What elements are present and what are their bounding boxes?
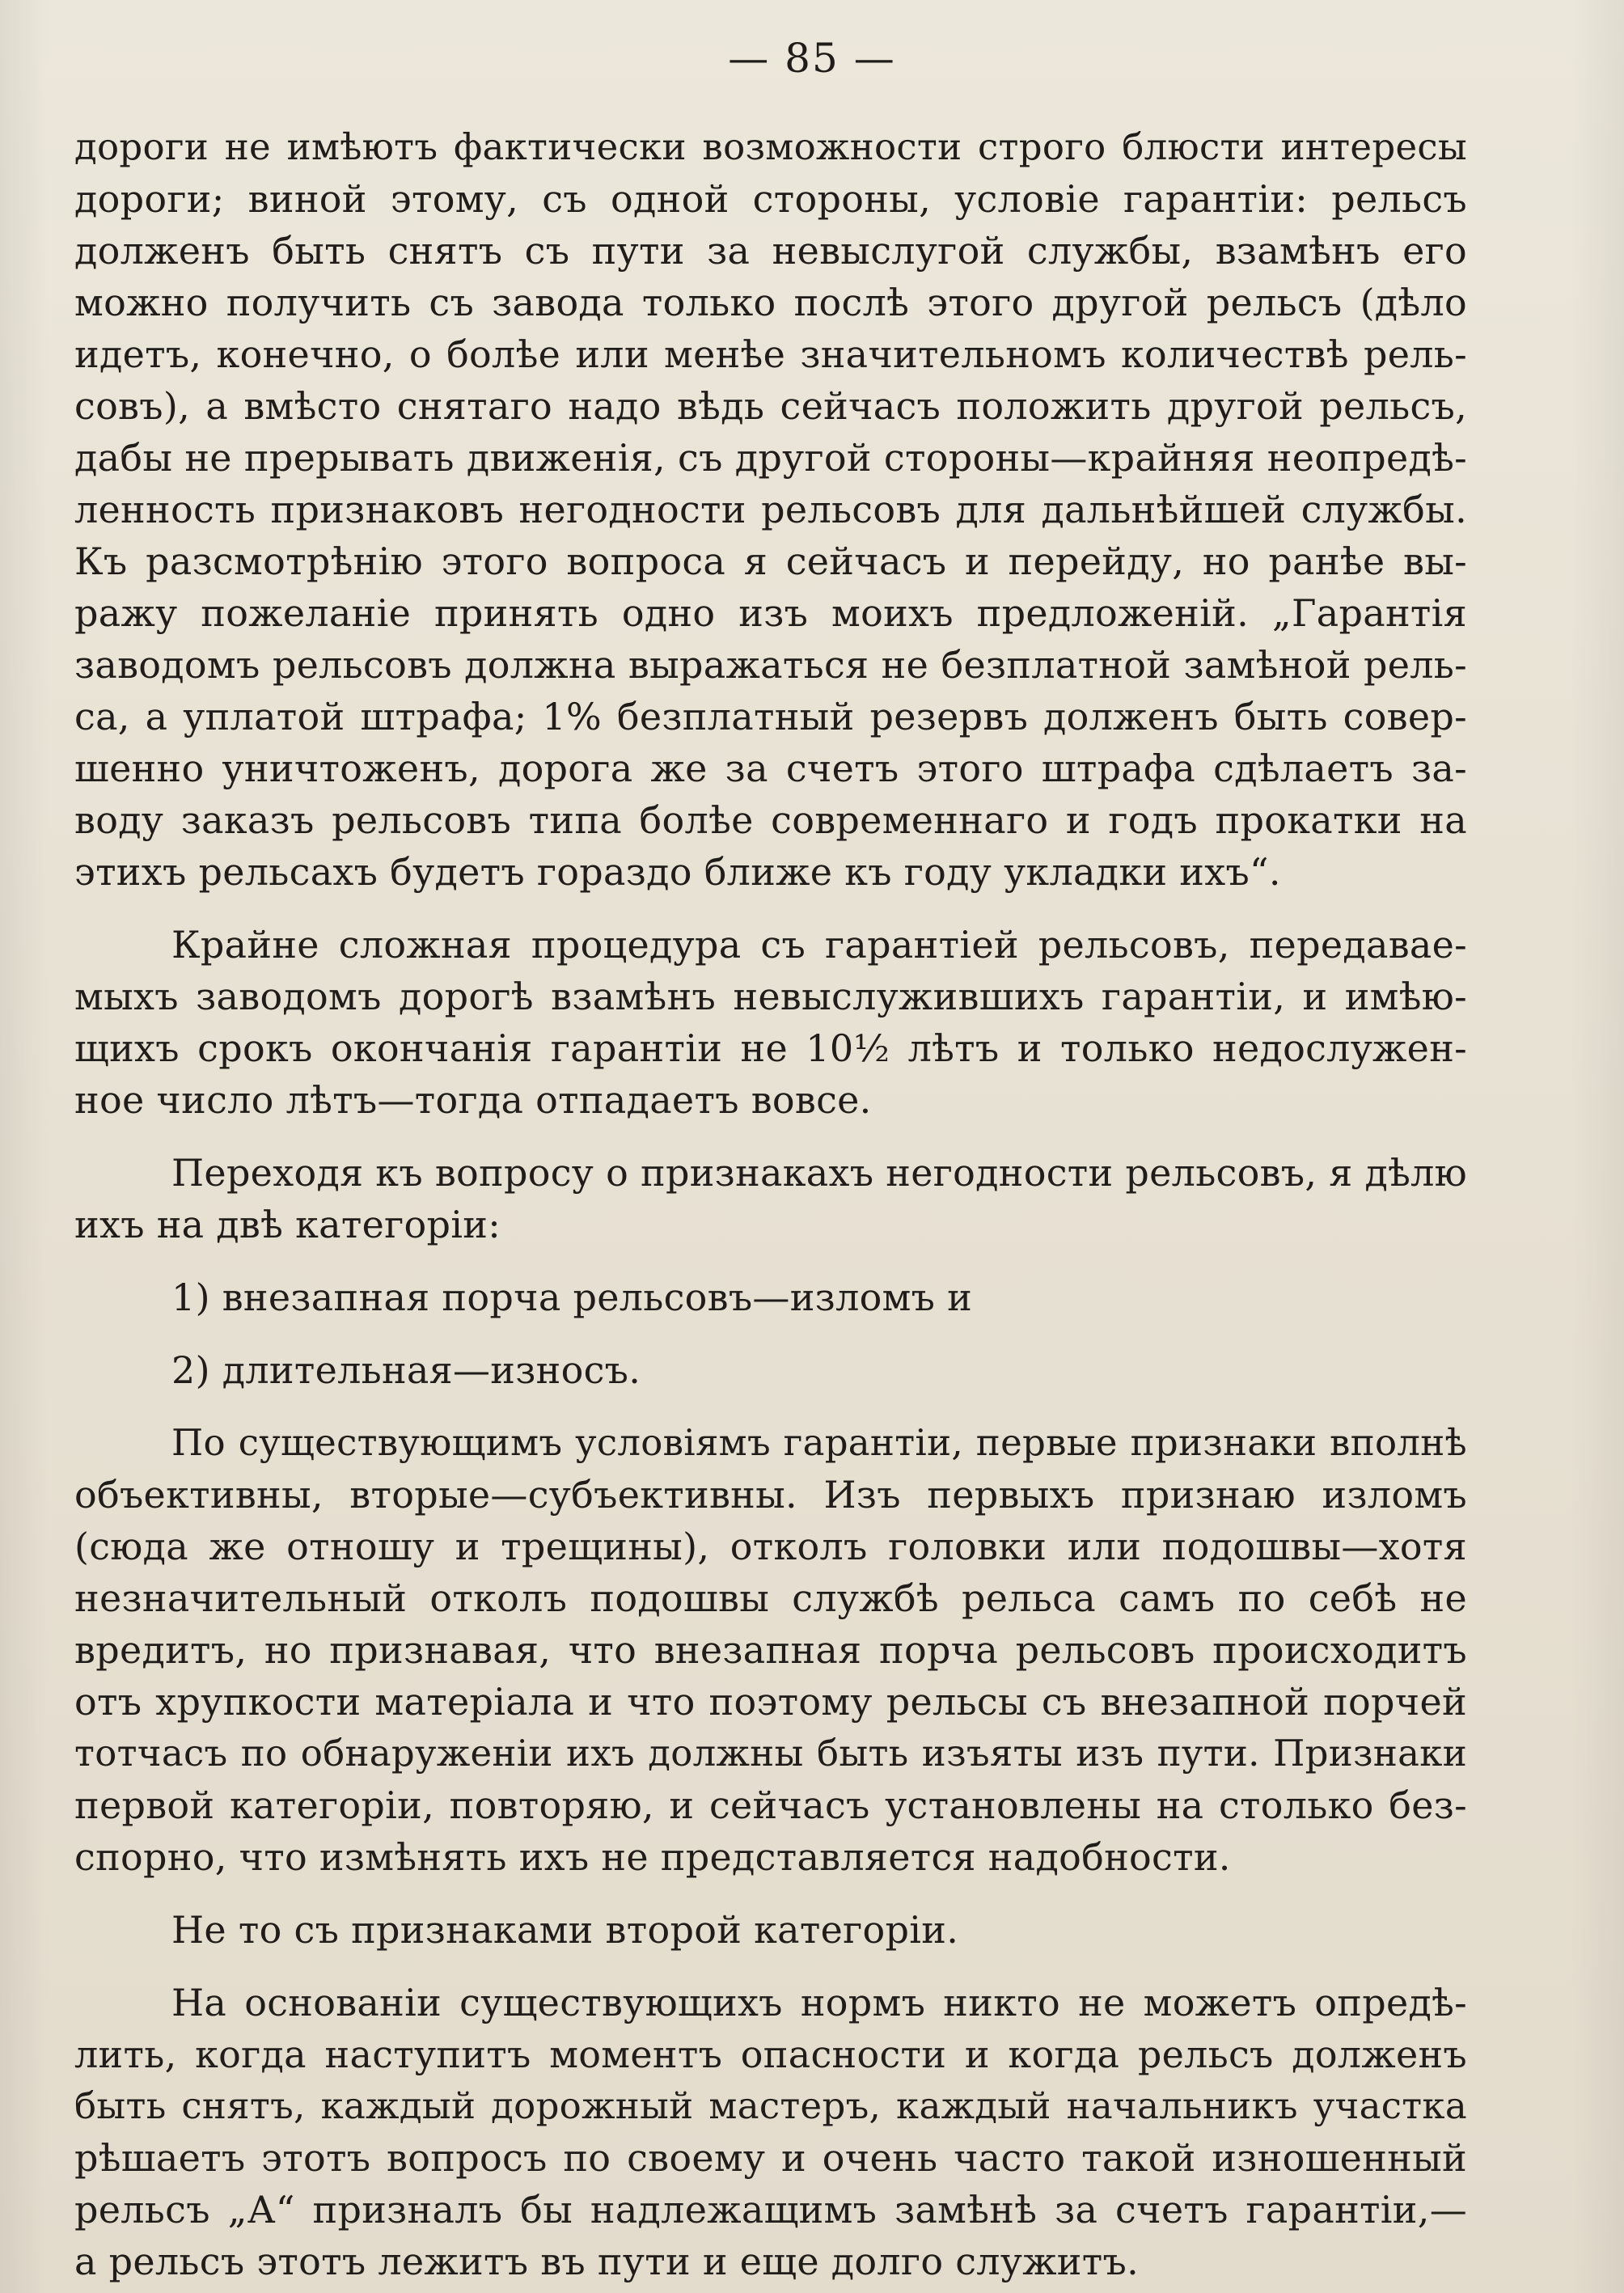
text-line: ленность признаковъ негодности рельсовъ для дальнѣйшей службы.	[74, 488, 1467, 531]
text-line: незначительный отколъ подошвы службѣ рельса самъ по себѣ не	[74, 1576, 1467, 1620]
text-line: заводомъ рельсовъ должна выражаться не безплатной замѣной рель-	[74, 643, 1467, 687]
text-line: рельсъ „А“ призналъ бы надлежащимъ замѣнѣ за счетъ гарантіи,—	[74, 2188, 1467, 2232]
text-line: 2) длительная—износъ.	[171, 1348, 641, 1392]
text-line: 1) внезапная порча рельсовъ—изломъ и	[171, 1276, 973, 1319]
paragraph-gap	[74, 1396, 1467, 1417]
paragraph	[74, 919, 1467, 1126]
text-line: лить, когда наступитъ моментъ опасности и когда рельсъ долженъ	[74, 2033, 1467, 2076]
paragraph-gap	[74, 898, 1467, 919]
paragraph	[74, 1904, 1467, 1956]
text-line: ихъ на двѣ категоріи:	[74, 1203, 501, 1246]
text-line: идетъ, конечно, о болѣе или менѣе значительномъ количествѣ рель-	[74, 332, 1467, 376]
paragraph-gap	[74, 1883, 1467, 1904]
text-line: отъ хрупкости матеріала и что поэтому рельсы съ внезапной порчей	[74, 1680, 1467, 1724]
text-line: этихъ рельсахъ будетъ гораздо ближе къ году укладки ихъ“.	[74, 850, 1281, 894]
text-line: дороги; виной этому, съ одной стороны, условіе гарантіи: рельсъ	[74, 177, 1467, 221]
text-line: быть снятъ, каждый дорожный мастеръ, каждый начальникъ участка	[74, 2084, 1467, 2127]
text-line: спорно, что измѣнять ихъ не представляется надобности.	[74, 1835, 1231, 1879]
paragraph	[74, 1977, 1467, 2287]
text-line: первой категоріи, повторяю, и сейчасъ установлены на столько без-	[74, 1783, 1467, 1827]
text-line: воду заказъ рельсовъ типа болѣе современнаго и годъ прокатки на	[74, 798, 1467, 842]
paragraph-gap	[74, 1126, 1467, 1147]
text-line: дабы не прерывать движенія, съ другой стороны—крайняя неопредѣ-	[74, 436, 1467, 480]
text-line: По существующимъ условіямъ гарантіи, первые признаки вполнѣ	[171, 1421, 1467, 1464]
text-line: Переходя къ вопросу о признакахъ негодности рельсовъ, я дѣлю	[171, 1151, 1467, 1195]
text-line: тотчасъ по обнаруженіи ихъ должны быть изъяты изъ пути. Признаки	[74, 1732, 1467, 1775]
text-line: ное число лѣтъ—тогда отпадаетъ вовсе.	[74, 1078, 872, 1122]
text-line: рѣшаетъ этотъ вопросъ по своему и очень часто такой изношенный	[74, 2136, 1467, 2180]
text-line: совъ), а вмѣсто снятаго надо вѣдь сейчасъ положить другой рельсъ,	[74, 384, 1467, 428]
text-line: мыхъ заводомъ дорогѣ взамѣнъ невыслужившихъ гарантіи, и имѣю-	[74, 975, 1467, 1018]
text-line: щихъ срокъ окончанія гарантіи не 10½ лѣтъ и только недослужен-	[74, 1026, 1467, 1070]
text-line: ражу пожеланіе принять одно изъ моихъ предложеній. „Гарантія	[74, 591, 1467, 635]
text-line: Не то съ признаками второй категоріи.	[171, 1908, 959, 1952]
text-line: На основаніи существующихъ нормъ никто не можетъ опредѣ-	[171, 1981, 1467, 2024]
paragraph	[74, 1417, 1467, 1883]
paragraph-gap	[74, 1956, 1467, 1977]
text-line: можно получить съ завода только послѣ этого другой рельсъ (дѣло	[74, 281, 1467, 324]
body-text	[74, 121, 1467, 2287]
text-line: а рельсъ этотъ лежитъ въ пути и еще долго служитъ.	[74, 2240, 1140, 2283]
text-line: Крайне сложная процедура съ гарантіей рельсовъ, передавае-	[171, 923, 1467, 967]
text-line: долженъ быть снятъ съ пути за невыслугой службы, взамѣнъ его	[74, 229, 1467, 273]
paragraph	[74, 1271, 1467, 1323]
paragraph-gap	[74, 1250, 1467, 1271]
text-line: шенно уничтоженъ, дорога же за счетъ этого штрафа сдѣлаетъ за-	[74, 747, 1467, 790]
text-line: Къ разсмотрѣнію этого вопроса я сейчасъ и перейду, но ранѣе вы-	[74, 539, 1467, 583]
paragraph	[74, 121, 1467, 898]
text-line: са, а уплатой штрафа; 1% безплатный резервъ долженъ быть совер-	[74, 695, 1467, 738]
paragraph	[74, 1344, 1467, 1396]
text-line: дороги не имѣютъ фактически возможности строго блюсти интересы	[74, 125, 1467, 168]
paragraph	[74, 1147, 1467, 1250]
paragraph-gap	[74, 1323, 1467, 1344]
text-line: (сюда же отношу и трещины), отколъ головки или подошвы—хотя	[74, 1525, 1467, 1568]
page-number: — 85 —	[728, 35, 896, 82]
text-line: объективны, вторые—субъективны. Изъ первыхъ признаю изломъ	[74, 1473, 1467, 1517]
text-line: вредитъ, но признавая, что внезапная порча рельсовъ происходитъ	[74, 1628, 1467, 1672]
